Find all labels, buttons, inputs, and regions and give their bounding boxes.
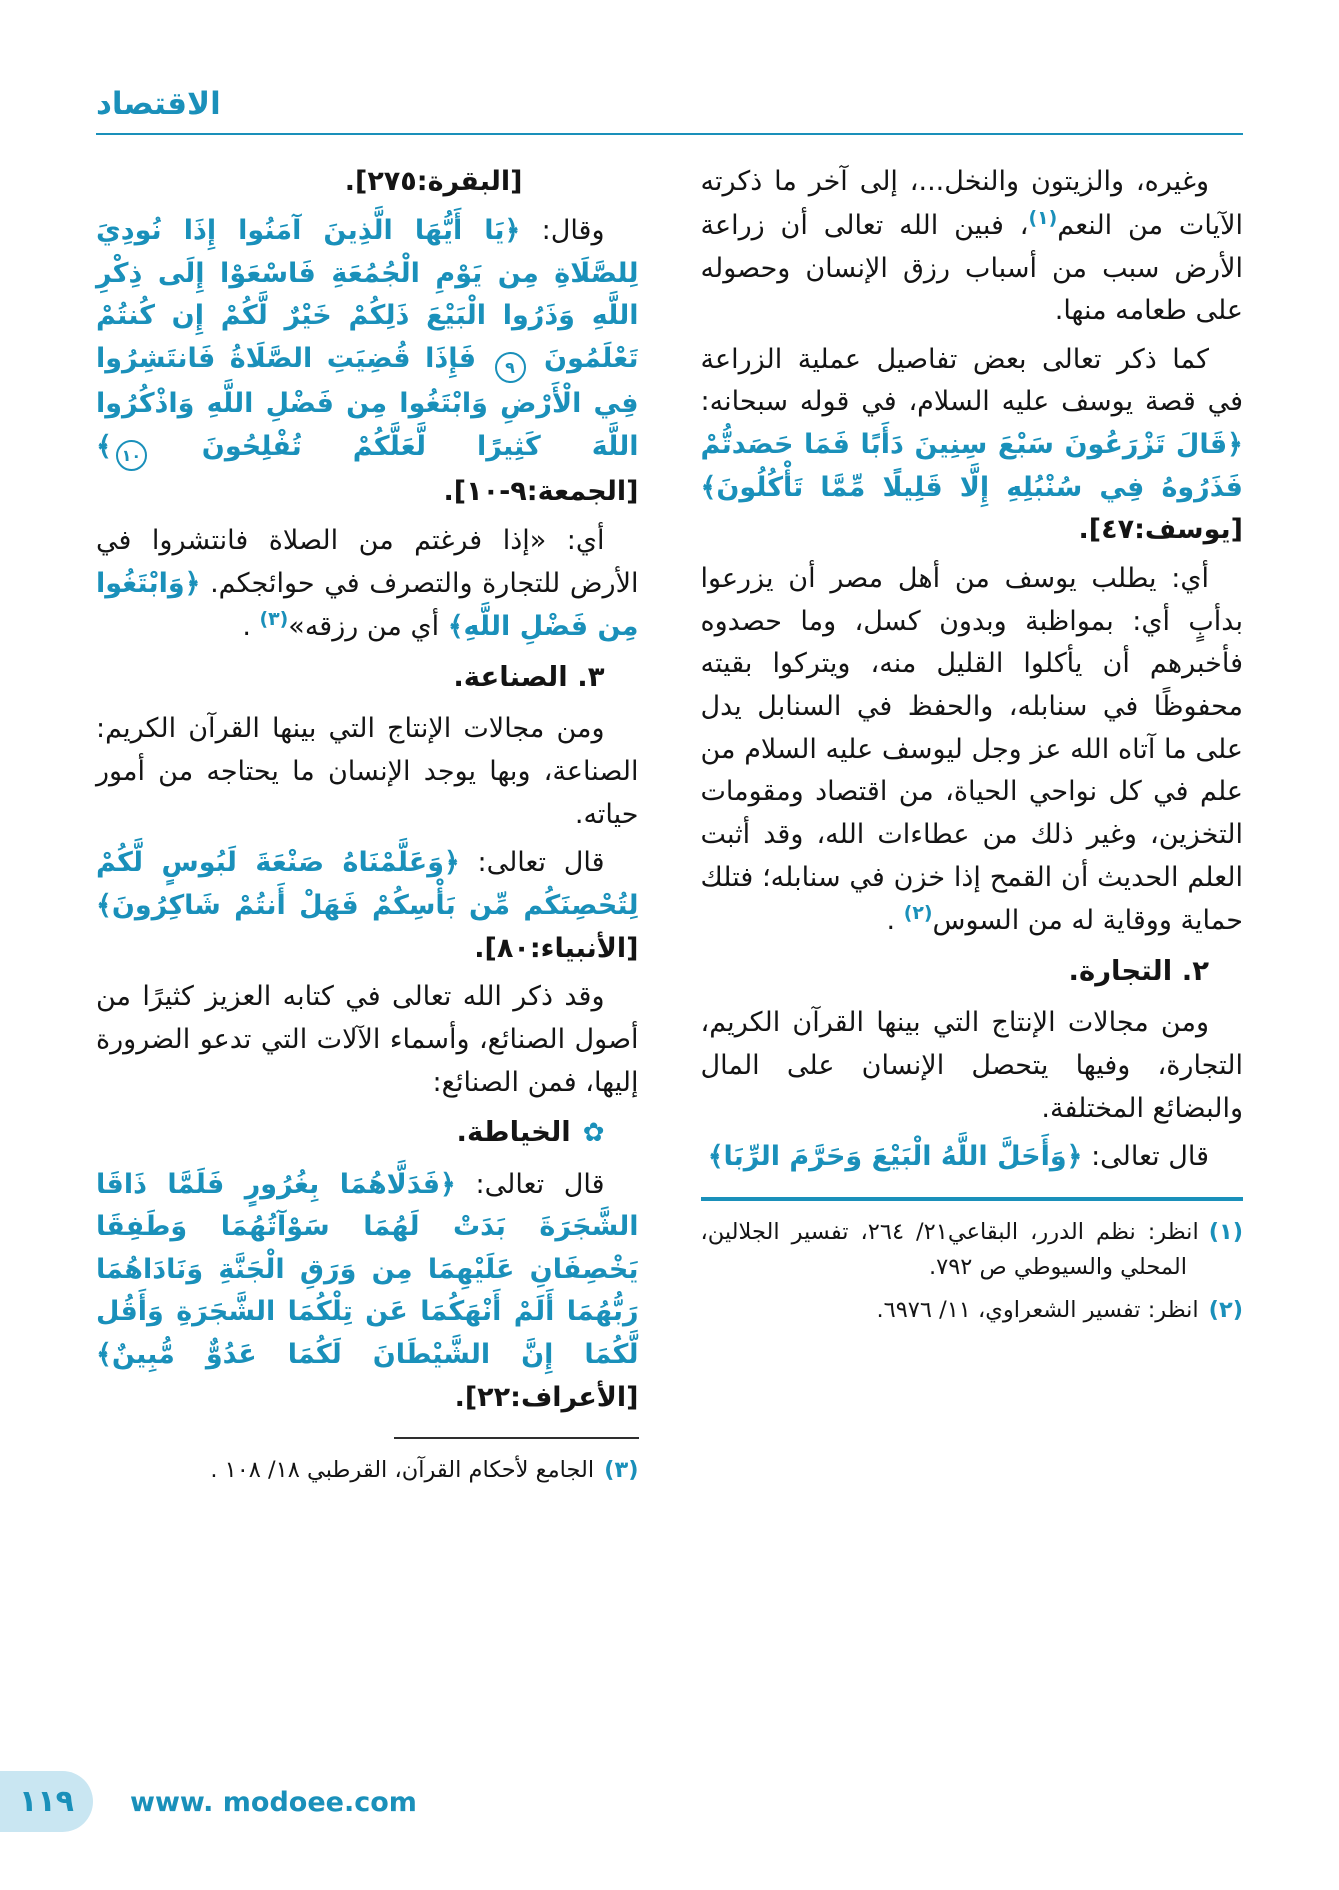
body-text: وقد ذكر الله تعالى في كتابه العزيز كثيرًا من أصول الصنائع، وأسماء الآلات التي تدعو الضرورة إليها، فمن الصنائع: [96,981,639,1098]
craft-heading-tailoring [96,1112,639,1153]
footnote [701,1293,1244,1328]
body-text: ، فبين الله تعالى أن زراعة الأرض سبب من أسباب رزق الإنسان وحصوله على طعامه منها. [700,209,1243,327]
footnote-text: انظر: تفسير الشعراوي، ١١/ ٦٩٧٦. [876,1296,1199,1323]
paragraph [701,1136,1244,1179]
heading-label: الخياطة. [456,1116,571,1149]
left-column [96,161,639,1496]
quran-verse: ﴿وَعَلَّمْنَاهُ صَنْعَةَ لَبُوسٍ لَّكُمْ لِتُحْصِنَكُم مِّن بَأْسِكُمْ فَهَلْ أَنتُمْ شَاكِرُونَ﴾ [96,847,639,921]
paragraph [96,520,639,649]
verse-reference: [الجمعة:٩-١٠]. [443,476,639,508]
footnotes-right [701,1197,1244,1328]
footnote-marker: (١) [1208,1218,1244,1245]
quran-verse: ﴿وَابْتَغُوا مِن فَضْلِ اللَّهِ﴾ [96,567,639,643]
paragraph [96,1164,639,1420]
verse-reference: [يوسف:٤٧]. [1078,514,1243,546]
body-text: كما ذكر تعالى بعض تفاصيل عملية الزراعة في قصة يوسف عليه السلام، في قوله سبحانه: [700,343,1243,418]
chapter-title: الاقتصاد [96,86,221,122]
section-heading-trade: ٢. التجارة. [1068,955,1209,987]
footnote-separator [701,1197,1244,1201]
body-text: وقال: [520,214,605,246]
website-link[interactable]: www. modoee.com [130,1787,417,1818]
quran-verse: ﴿فَدَلَّاهُمَا بِغُرُورٍ فَلَمَّا ذَاقَا الشَّجَرَةَ بَدَتْ لَهُمَا سَوْآتُهُمَا وَطَفِقَا يَخْصِفَانِ عَلَيْهِمَا مِن وَرَقِ الْجَنَّةِ وَنَادَاهُمَا رَبُّهُمَا أَلَمْ أَنْهَكُمَا عَن تِلْكُمَا الشَّجَرَةِ وَأَقُل لَّكُمَا إِنَّ الشَّيْطَانَ لَكُمَا عَدُوٌّ مُّبِينٌ﴾ [96,1168,639,1371]
paragraph [96,842,639,970]
footnote-marker: (٣) [259,608,289,631]
ayah-number-circle: ١٠ [116,440,147,471]
page-header [96,86,1243,135]
paragraph [701,161,1244,333]
footnote-marker: (١) [1028,206,1058,229]
right-column [701,161,1244,1335]
body-text: . [242,611,260,643]
footnote [701,1215,1244,1285]
footnote-separator [394,1437,638,1439]
paragraph [96,708,639,836]
ayah-number-circle: ٩ [495,352,526,383]
body-text: . [886,905,904,937]
verse-reference: [الأعراف:٢٢]. [454,1381,639,1413]
body-text: أي من رزقه» [288,611,448,643]
footnote-text: الجامع لأحكام القرآن، القرطبي ١٨/ ١٠٨ . [210,1457,595,1484]
quran-verse: فَإِذَا قُضِيَتِ الصَّلَاةُ فَانتَشِرُوا فِي الْأَرْضِ وَابْتَغُوا مِن فَضْلِ اللَّهِ وَاذْكُرُوا اللَّهَ كَثِيرًا لَّعَلَّكُمْ تُفْلِحُونَ [96,342,639,462]
footnote-text: انظر: نظم الدرر، البقاعي٢١/ ٢٦٤، تفسير الجلالين، المحلي والسيوطي ص ٧٩٢. [700,1218,1199,1280]
quran-verse: ﴿يَا أَيُّهَا الَّذِينَ آمَنُوا إِذَا نُودِيَ لِلصَّلَاةِ مِن يَوْمِ الْجُمُعَةِ فَاسْعَوْا إِلَى ذِكْرِ اللَّهِ وَذَرُوا الْبَيْعَ ذَلِكُمْ خَيْرٌ لَّكُمْ إِن كُنتُمْ تَعْلَمُونَ [96,214,639,374]
body-text: قال تعالى: [455,1168,605,1200]
body-text: قال تعالى: [1082,1141,1209,1173]
paragraph [701,1002,1244,1130]
body-text: ومن مجالات الإنتاج التي بينها القرآن الكريم، التجارة، وفيها يتحصل الإنسان على المال والبضائع المختلفة. [700,1007,1243,1124]
verse-reference: [البقرة:٢٧٥]. [344,166,523,198]
body-text: قال تعالى: [459,847,605,879]
page-number: ١١٩ [19,1784,74,1819]
body-text: أي: «إذا فرغتم من الصلاة فانتشروا في الأرض للتجارة والتصرف في حوائجكم. [96,525,639,599]
verse-reference: [الأنبياء:٨٠]. [474,932,639,964]
body-text: أي: يطلب يوسف من أهل مصر أن يزرعوا بدأبٍ أي: بمواظبة وبدون كسل، وما حصدوه فأخبرهم أن يأكلوا القليل منه، ويتركوا بقيته محفوظًا في سنابله، والحفظ في السنابل يدل على ما آتاه الله عز وجل ليوسف عليه السلام من علم في كل نواحي الحياة، من اقتصاد ومقومات التخزين، وغير ذلك من عطاءات الله، وقد أثبت العلم الحديث أن القمح إذا خزن في سنابله؛ فتلك حماية ووقاية له من السوس [700,563,1243,937]
footnote [96,1453,639,1488]
footnote-marker: (٢) [903,902,933,925]
paragraph [96,210,639,514]
paragraph [701,339,1244,552]
paragraph [96,976,639,1104]
paragraph [96,161,639,204]
paragraph [701,558,1244,943]
body-text: وغيره، والزيتون والنخل...، إلى آخر ما ذكرته الآيات من النعم [700,166,1243,241]
section-heading-industry: ٣. الصناعة. [453,661,605,694]
florette-icon: ✿ [582,1118,605,1149]
page-content [96,161,1243,1496]
footnotes-left [96,1437,639,1488]
footnote-marker: (٣) [604,1457,639,1484]
quran-verse: ﴾ [96,430,112,462]
quran-verse: ﴿قَالَ تَزْرَعُونَ سَبْعَ سِنِينَ دَأَبًا فَمَا حَصَدتُّمْ فَذَرُوهُ فِي سُنْبُلِهِ إِلَّا قَلِيلًا مِّمَّا تَأْكُلُونَ﴾ [700,429,1243,503]
body-text: ومن مجالات الإنتاج التي بينها القرآن الكريم: الصناعة، وبها يوجد الإنسان ما يحتاجه من أمور حياته. [96,713,639,830]
page-number-badge [0,1771,93,1832]
quran-verse: ﴿وَأَحَلَّ اللَّهُ الْبَيْعَ وَحَرَّمَ الرِّبَا﴾ [707,1141,1083,1173]
footnote-marker: (٢) [1208,1296,1243,1323]
